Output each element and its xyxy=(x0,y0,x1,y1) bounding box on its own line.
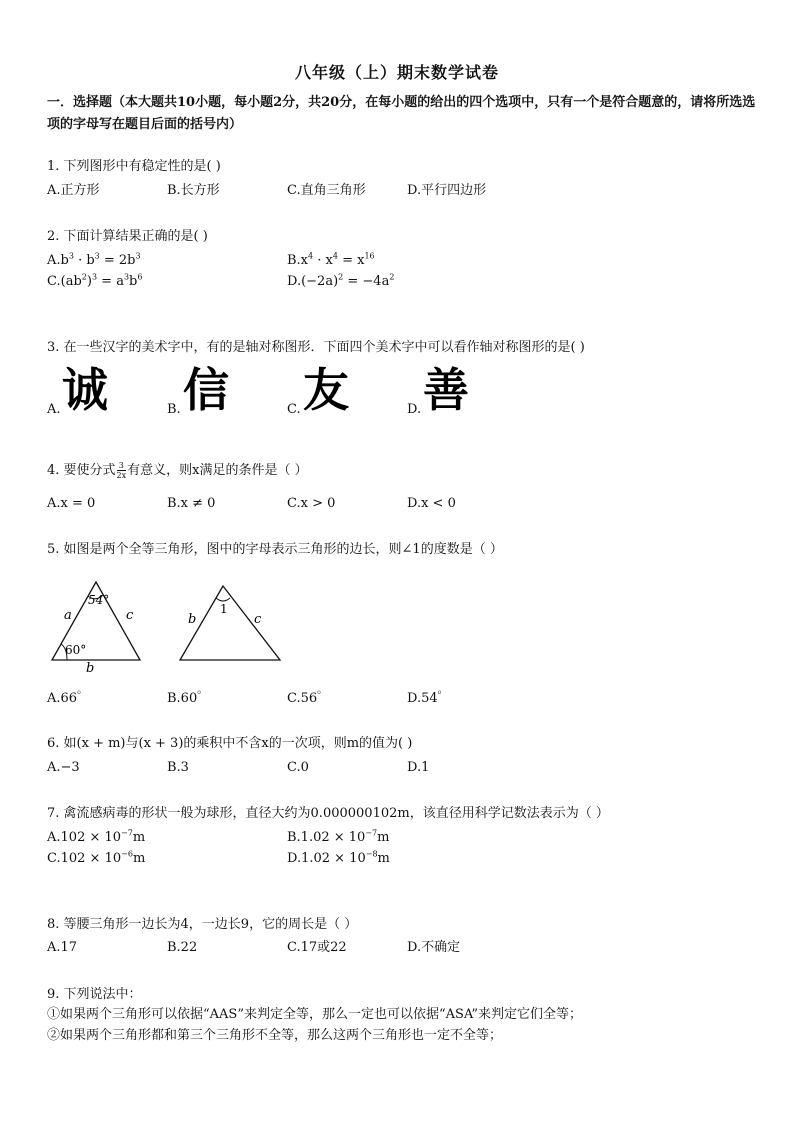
q2-d-exp: 2 xyxy=(389,272,395,282)
art-char-xin: 信 xyxy=(183,363,229,417)
side-label-b: b xyxy=(86,661,95,676)
q3-option-c: C. xyxy=(287,402,301,417)
q2-c-exp: 2 xyxy=(81,272,87,282)
q7-c-text: m xyxy=(132,851,146,866)
q1-option-a: A.正方形 xyxy=(47,183,100,198)
q5-option-c: C.56゜ xyxy=(287,691,331,706)
q7-c-exp: −6 xyxy=(121,849,133,859)
side-label-b: b xyxy=(188,612,197,627)
q2-c-text: = a xyxy=(97,274,124,289)
q3-stem: 3. 在一些汉字的美术字中，有的是轴对称图形．下面四个美术字中可以看作轴对称图形的是( ) xyxy=(47,340,585,355)
q9-statement-1: ①如果两个三角形可以依据“AAS”来判定全等，那么一定也可以依据“ASA”来判定它们全等； xyxy=(47,1007,583,1022)
q4-fraction-denominator: 2x xyxy=(116,471,127,480)
q7-stem: 7. 禽流感病毒的形状一般为球形，直径大约为0.000000102m，该直径用科学记数法表示为（ ） xyxy=(47,806,609,821)
q6-option-a: A.−3 xyxy=(47,760,80,775)
q7-a-exp: −7 xyxy=(121,828,133,838)
q7-option-c xyxy=(47,849,145,869)
q4-option-d: D.x < 0 xyxy=(407,496,456,511)
q2-c-text: ) xyxy=(86,274,92,289)
q9-stem: 9. 下列说法中： xyxy=(47,987,142,1002)
q2-option-b xyxy=(287,251,375,271)
q1-stem: 1. 下列图形中有稳定性的是( ) xyxy=(47,159,221,174)
q1-option-d: D.平行四边形 xyxy=(407,183,487,198)
q2-a-exp: 3 xyxy=(68,251,74,261)
q6-option-d: D.1 xyxy=(407,760,430,775)
q2-b-exp: 4 xyxy=(308,251,314,261)
triangle-2 xyxy=(180,586,280,660)
q2-c-exp: 6 xyxy=(137,272,143,282)
q1-option-c: C.直角三角形 xyxy=(287,183,366,198)
q2-a-exp: 3 xyxy=(135,251,141,261)
q2-b-text: B.x xyxy=(287,253,309,268)
q2-c-text: C.(ab xyxy=(47,274,82,289)
q3-option-a: A. xyxy=(47,402,61,417)
q7-option-d xyxy=(287,849,390,869)
q5-option-d: D.54゜ xyxy=(407,691,451,706)
q7-a-text: A.102 × 10 xyxy=(47,830,122,845)
q9-statement-2: ②如果两个三角形都和第三个三角形不全等，那么这两个三角形也一定不全等； xyxy=(47,1028,503,1043)
art-char-you: 友 xyxy=(303,363,349,417)
angle-label-54: 54° xyxy=(88,593,110,607)
q3-option-d: D. xyxy=(407,402,422,417)
q8-option-d: D.不确定 xyxy=(407,940,461,955)
triangle-1 xyxy=(52,582,140,676)
q3-option-b: B. xyxy=(167,402,181,417)
q6-stem: 6. 如(x + m)与(x + 3)的乘积中不含x的一次项，则m的值为( ) xyxy=(47,736,413,751)
q8-option-b: B.22 xyxy=(167,940,198,955)
q2-b-text: · x xyxy=(313,253,333,268)
q2-a-text: A.b xyxy=(47,253,69,268)
angle-arc-1 xyxy=(216,598,230,601)
q2-d-text: = −4a xyxy=(343,274,390,289)
q5-stem: 5. 如图是两个全等三角形，图中的字母表示三角形的边长，则∠1的度数是（ ） xyxy=(47,542,503,557)
q8-stem: 8. 等腰三角形一边长为4，一边长9，它的周长是（ ） xyxy=(47,917,358,932)
q2-c-exp: 3 xyxy=(123,272,130,282)
q7-b-text: m xyxy=(377,830,390,845)
q5-triangles-figure xyxy=(40,578,300,678)
q7-option-a xyxy=(47,828,145,848)
q8-option-a: A.17 xyxy=(47,940,78,955)
side-label-c: c xyxy=(126,608,134,623)
q2-a-exp: 3 xyxy=(94,251,100,261)
q7-b-exp: −7 xyxy=(365,828,378,838)
section-heading: 一．选择题（本大题共10小题，每小题2分，共20分，在每小题的给出的四个选项中，只有一个是符合题意的，请将所选选项的字母写在题目后面的括号内） xyxy=(47,95,756,132)
q2-b-exp: 16 xyxy=(364,251,375,261)
q7-option-b xyxy=(287,828,389,848)
q8-option-c: C.17或22 xyxy=(287,940,347,955)
q4-stem xyxy=(47,461,308,481)
q7-d-text: m xyxy=(377,851,390,866)
q2-a-text: = 2b xyxy=(99,253,136,268)
q5-option-a: A.66゜ xyxy=(47,691,91,706)
q2-b-text: = x xyxy=(337,253,365,268)
q5-option-b: B.60゜ xyxy=(167,691,211,706)
q7-a-text: m xyxy=(132,830,146,845)
q7-b-text: B.1.02 × 10 xyxy=(287,830,366,845)
q4-option-a: A.x = 0 xyxy=(47,496,96,511)
q7-c-text: C.102 × 10 xyxy=(47,851,122,866)
q2-stem: 2. 下面计算结果正确的是( ) xyxy=(47,229,208,244)
q7-d-text: D.1.02 × 10 xyxy=(287,851,366,866)
q1-option-b: B.长方形 xyxy=(167,183,220,198)
q2-a-text: · b xyxy=(73,253,95,268)
q2-option-d xyxy=(287,272,394,292)
q2-c-text: b xyxy=(129,274,138,289)
q2-d-text: D.(−2a) xyxy=(287,274,339,289)
q2-option-c xyxy=(47,272,142,292)
q2-b-exp: 4 xyxy=(332,251,338,261)
q4-fraction xyxy=(117,461,127,480)
q6-option-b: B.3 xyxy=(167,760,189,775)
side-label-a: a xyxy=(64,608,72,623)
q4-stem-text: 有意义，则x满足的条件是（ ） xyxy=(127,463,308,478)
q4-option-b: B.x ≠ 0 xyxy=(167,496,216,511)
q7-d-exp: −8 xyxy=(365,849,378,859)
q4-stem-text: 4. 要使分式 xyxy=(47,463,116,478)
q2-c-exp: 3 xyxy=(91,272,98,282)
page-title: 八年级（上）期末数学试卷 xyxy=(294,63,499,82)
q4-option-c: C.x > 0 xyxy=(287,496,336,511)
side-label-c: c xyxy=(254,612,262,627)
art-char-shan: 善 xyxy=(423,363,469,417)
art-char-cheng: 诚 xyxy=(62,363,108,417)
q6-option-c: C.0 xyxy=(287,760,309,775)
angle-label-60: 60° xyxy=(65,643,87,657)
angle-label-1: 1 xyxy=(220,602,228,616)
q2-option-a xyxy=(47,251,141,271)
q4-fraction-numerator: 3 xyxy=(117,461,127,471)
q2-d-exp: 2 xyxy=(338,272,344,282)
